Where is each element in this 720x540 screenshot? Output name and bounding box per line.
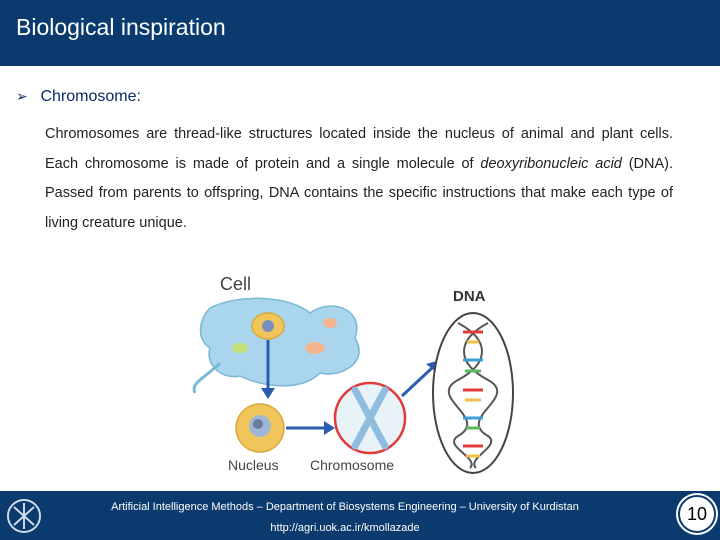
arrow-bullet-icon: ➢ bbox=[16, 88, 28, 104]
footer-url[interactable]: http://agri.uok.ac.ir/kmollazade bbox=[270, 522, 420, 534]
cell-tail bbox=[194, 363, 220, 393]
body-text-italic: deoxyribonucleic acid bbox=[480, 155, 622, 172]
cell-organelle bbox=[305, 342, 325, 354]
body-text-part1: Chromosomes are thread-like structures located inside the nucleus of animal and plant cells. Each chromosome is made of protein and a single molecule of bbox=[45, 126, 673, 172]
slide-title: Biological inspiration bbox=[16, 14, 226, 40]
dna-label: DNA bbox=[453, 288, 486, 305]
cell-organelle bbox=[232, 343, 248, 353]
section-bullet bbox=[16, 88, 141, 106]
title-bar bbox=[0, 0, 720, 66]
arrow-head-icon bbox=[324, 421, 335, 435]
page-number: 10 bbox=[678, 495, 716, 533]
cell-nucleolus bbox=[262, 320, 274, 332]
arrow-to-dna bbox=[402, 368, 432, 396]
footer-text: Artificial Intelligence Methods – Department of Biosystems Engineering – University of Kurdistan bbox=[111, 501, 579, 513]
chromosome-label: Chromosome bbox=[310, 457, 395, 473]
section-label: Chromosome: bbox=[40, 88, 141, 105]
body-text-part2: (DNA). Passed from parents to offspring, DNA contains the specific instructions that make each type of living creature unique. bbox=[45, 155, 673, 231]
cell-organelle bbox=[323, 318, 337, 328]
cell-label: Cell bbox=[220, 274, 252, 294]
dna-ellipse bbox=[433, 313, 513, 473]
body-paragraph bbox=[45, 120, 673, 238]
arrow-head-icon bbox=[261, 388, 275, 399]
cell-shape bbox=[201, 298, 360, 385]
nucleus-core bbox=[253, 419, 263, 429]
footer-bar bbox=[0, 491, 720, 540]
chromosome-illustration bbox=[180, 268, 525, 478]
nucleus-label: Nucleus bbox=[228, 457, 279, 473]
